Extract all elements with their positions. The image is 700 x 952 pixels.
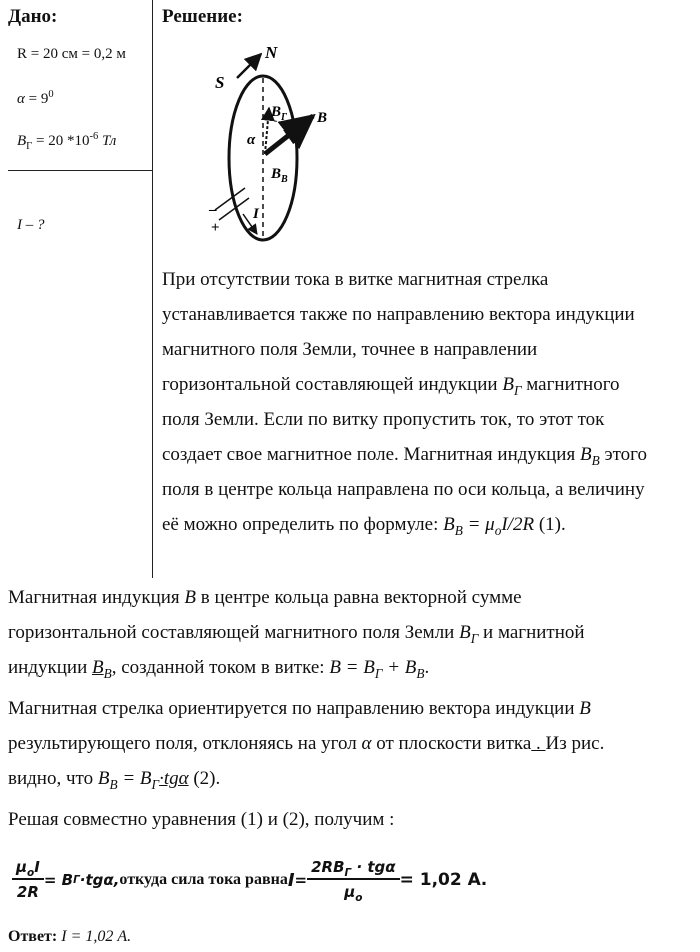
fraction-left: $\frac{\mu_oI}{2R}$ [12, 856, 44, 904]
coil-diagram [195, 38, 355, 250]
current-wire [215, 188, 245, 210]
answer [8, 928, 131, 946]
label-BB: $B_B$ [271, 166, 288, 185]
given-radius: R = 20 см = 0,2 м [17, 46, 126, 62]
answer-value: I = 1,02 А. [57, 928, 132, 945]
final-formula: $\frac{\mu_oI}{2R}$ = B Г ·tgα, откуда сила тока равна I = $\frac{2RB_Г \cdot tg\alpha}{\mu_o}$ = 1,02 А. [12, 856, 487, 904]
fraction-right: $\frac{2RB_Г \cdot tg\alpha}{\mu_o}$ [307, 856, 399, 904]
label-S: S [215, 73, 225, 92]
south-north-arrow [237, 54, 261, 78]
label-N: N [265, 43, 278, 62]
answer-label: Ответ: [8, 928, 58, 945]
given-field: $B_Г = 20$ $*10^{-6}$ Тл [17, 131, 117, 152]
given-angle: $\alpha = 9^0$ [17, 89, 54, 107]
label-alpha: α [247, 132, 256, 148]
label-minus: – [209, 202, 217, 218]
column-divider [152, 0, 153, 578]
given-question: I – ? [17, 217, 45, 233]
solution-header: Решение: [162, 6, 243, 27]
vector-BG [265, 108, 269, 154]
given-header: Дано: [8, 6, 58, 27]
conclusion-text: Магнитная индукция B в центре кольца равна векторной сумме горизонтальной составляющей магнитного поля Земли $B_Г$ и магнитной индукции $B_B$, созданной током в витке: $B = B_Г + B_B$. Магнитная стрелка ориентируется по направлению вектора индукции B результирующего поля, отклоняясь на угол α от плоскости витка . Из рис. видно, что $B_B = B_Г\cdot tg\alpha$ (2). Решая совместно уравнения (1) и (2), получим : [8, 587, 605, 830]
label-B: B [317, 110, 328, 126]
label-plus: + [211, 220, 220, 236]
given-divider [8, 170, 152, 171]
label-I: I [253, 206, 259, 222]
label-BG: $B_Г$ [271, 104, 288, 123]
solution-paragraph: При отсутствии тока в витке магнитная стрелка устанавливается также по направлению вектора индукции магнитного поля Земли, точнее в направлении горизонтальной составляющей индукции $B_Г$ магнитного поля Земли. Если по витку пропустить ток, то этот ток создает свое магнитное поле. Магнитная индукция $B_B$ этого поля в центре кольца направлена по оси кольца, а величину её можно определить по формуле: $B_B = \mu_oI/2R$ (1). [162, 269, 647, 538]
